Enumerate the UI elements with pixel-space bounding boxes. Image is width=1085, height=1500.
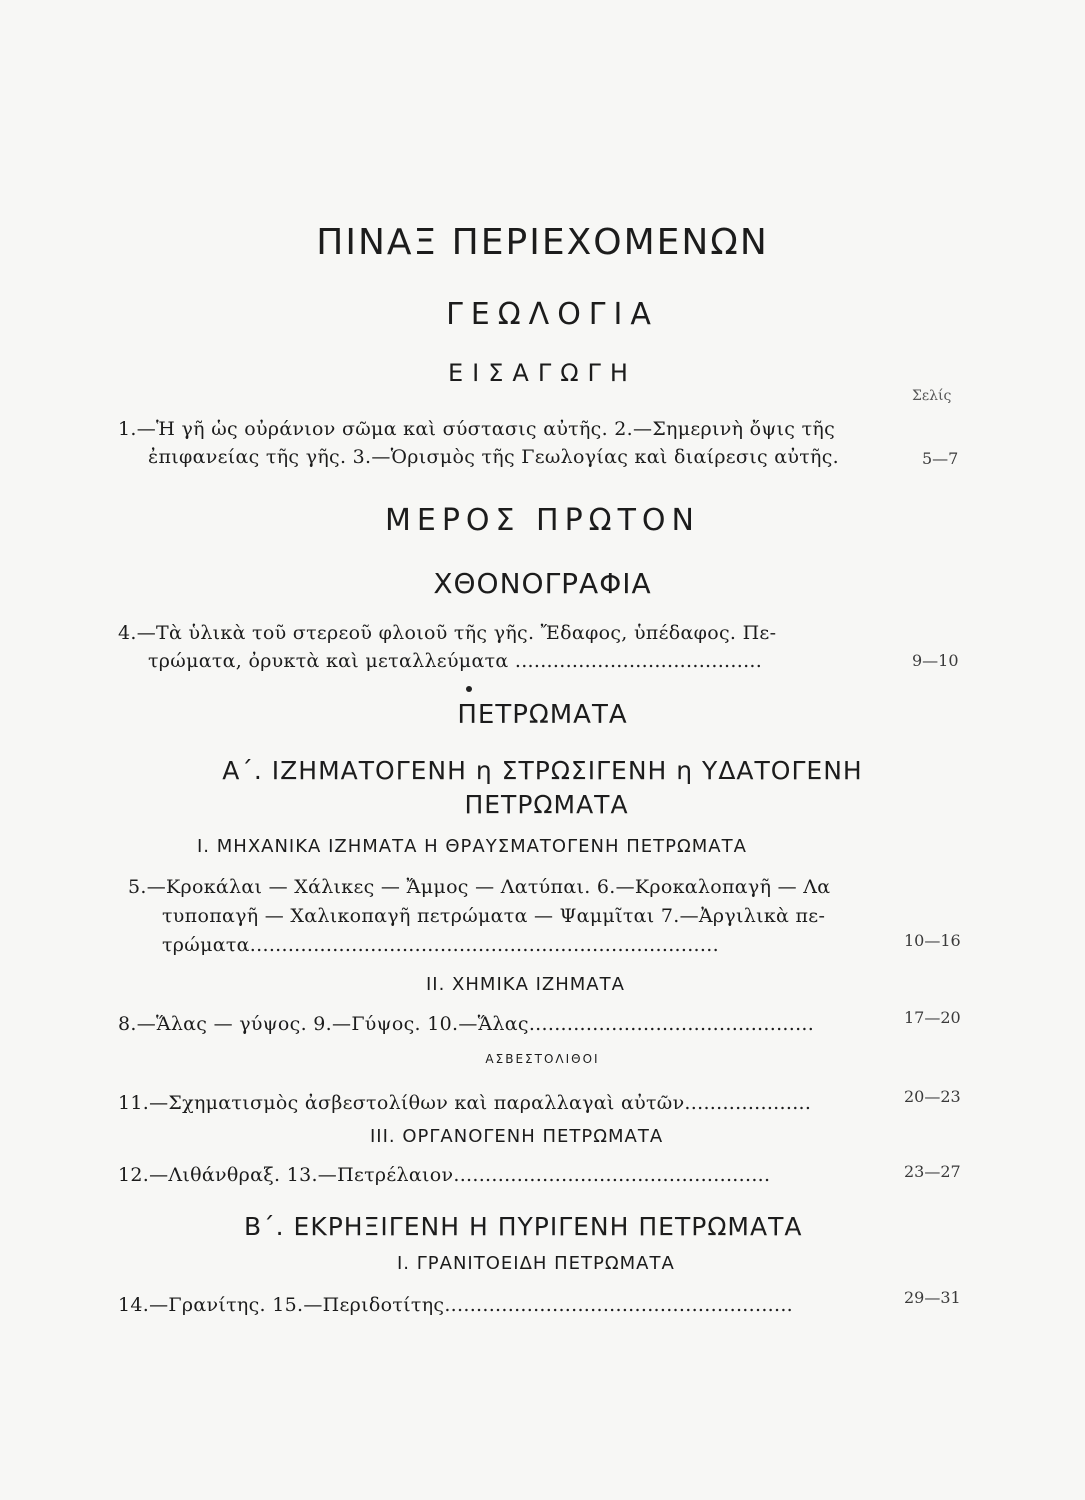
subsection-b-i-heading: Ι. ΓΡΑΝΙΤΟΕΙΔΗ ΠΕΤΡΩΜΑΤΑ xyxy=(397,1253,675,1274)
subsection-i-heading: Ι. ΜΗΧΑΝΙΚΑ ΙΖΗΜΑΤΑ Η ΘΡΑΥΣΜΑΤΟΓΕΝΗ ΠΕΤΡΩΜΑΤΑ xyxy=(197,836,747,857)
subsection-iii-heading: ΙΙΙ. ΟΡΓΑΝΟΓΕΝΗ ΠΕΤΡΩΜΑΤΑ xyxy=(370,1126,664,1147)
intro-entry-line-1: 1.—Ἡ γῆ ὡς οὐράνιον σῶμα καὶ σύστασις αὐτῆς. 2.—Σημερινὴ ὄψις τῆς xyxy=(118,418,836,440)
entry-12-line: 12.—Λιθάνθραξ. 13.—Πετρέλαιον.................................................. xyxy=(118,1164,771,1186)
intro-heading: ΕΙΣΑΓΩΓΗ xyxy=(448,359,637,387)
entry-4-pages: 9—10 xyxy=(912,651,959,670)
entry-11-pages: 20—23 xyxy=(904,1087,961,1106)
page-title: ΠΙΝΑΞ ΠΕΡΙΕΧΟΜΕΝΩΝ xyxy=(316,222,769,263)
section-b-heading: Β΄. ΕΚΡΗΞΙΓΕΝΗ Η ΠΥΡΙΓΕΝΗ ΠΕΤΡΩΜΑΤΑ xyxy=(244,1212,803,1241)
section-a-heading: Α΄. ΙΖΗΜΑΤΟΓΕΝΗ η ΣΤΡΩΣΙΓΕΝΗ η ΥΔΑΤΟΓΕΝΗ xyxy=(222,756,863,785)
entry-8-pages: 17—20 xyxy=(904,1008,961,1027)
entry-5-pages: 10—16 xyxy=(904,931,961,950)
subsection-ii-heading: ΙΙ. ΧΗΜΙΚΑ ΙΖΗΜΑΤΑ xyxy=(426,974,625,995)
entry-14-pages: 29—31 xyxy=(904,1288,961,1307)
part-one-heading: ΜΕΡΟΣ ΠΡΩΤΟΝ xyxy=(385,503,700,538)
entry-12-pages: 23—27 xyxy=(904,1162,961,1181)
entry-5-line-1: 5.—Κροκάλαι — Χάλικες — Ἄμμος — Λατύπαι. 6.—Κροκαλοπαγῆ — Λα xyxy=(128,876,831,898)
entry-5-line-3: τρώματα.......................................................................... xyxy=(162,934,719,956)
bullet-mark xyxy=(466,686,472,692)
intro-entry-pages: 5—7 xyxy=(922,449,959,468)
entry-4-line-1: 4.—Τὰ ὑλικὰ τοῦ στερεοῦ φλοιοῦ τῆς γῆς. Ἔδαφος, ὑπέδαφος. Πε- xyxy=(118,622,777,644)
page-column-label: Σελίς xyxy=(912,388,952,404)
limestone-heading: ΑΣΒΕΣΤΟΛΙΘΟΙ xyxy=(485,1052,600,1066)
subject-heading: ΓΕΩΛΟΓΙΑ xyxy=(446,297,659,332)
entry-11-line: 11.—Σχηματισμὸς ἀσβεστολίθων καὶ παραλλαγαὶ αὐτῶν.................... xyxy=(118,1092,812,1114)
entry-4-line-2: τρώματα, ὀρυκτὰ καὶ μεταλλεύματα ....................................... xyxy=(148,650,763,672)
entry-14-line: 14.—Γρανίτης. 15.—Περιδοτίτης....................................................... xyxy=(118,1294,794,1316)
entry-8-line: 8.—Ἅλας — γύψος. 9.—Γύψος. 10.—Ἅλας............................................. xyxy=(118,1013,815,1035)
entry-5-line-2: τυποπαγῆ — Χαλικοπαγῆ πετρώματα — Ψαμμῖται 7.—Ἀργιλικὰ πε- xyxy=(162,905,826,927)
section-a-heading-line-2: ΠΕΤΡΩΜΑΤΑ xyxy=(464,790,629,819)
intro-entry-line-2: ἐπιφανείας τῆς γῆς. 3.—Ὁρισμὸς τῆς Γεωλογίας καὶ διαίρεσις αὐτῆς. xyxy=(148,446,839,468)
chapter-heading: ΧΘΟΝΟΓΡΑΦΙΑ xyxy=(433,567,652,600)
rocks-heading: ΠΕΤΡΩΜΑΤΑ xyxy=(457,700,628,730)
